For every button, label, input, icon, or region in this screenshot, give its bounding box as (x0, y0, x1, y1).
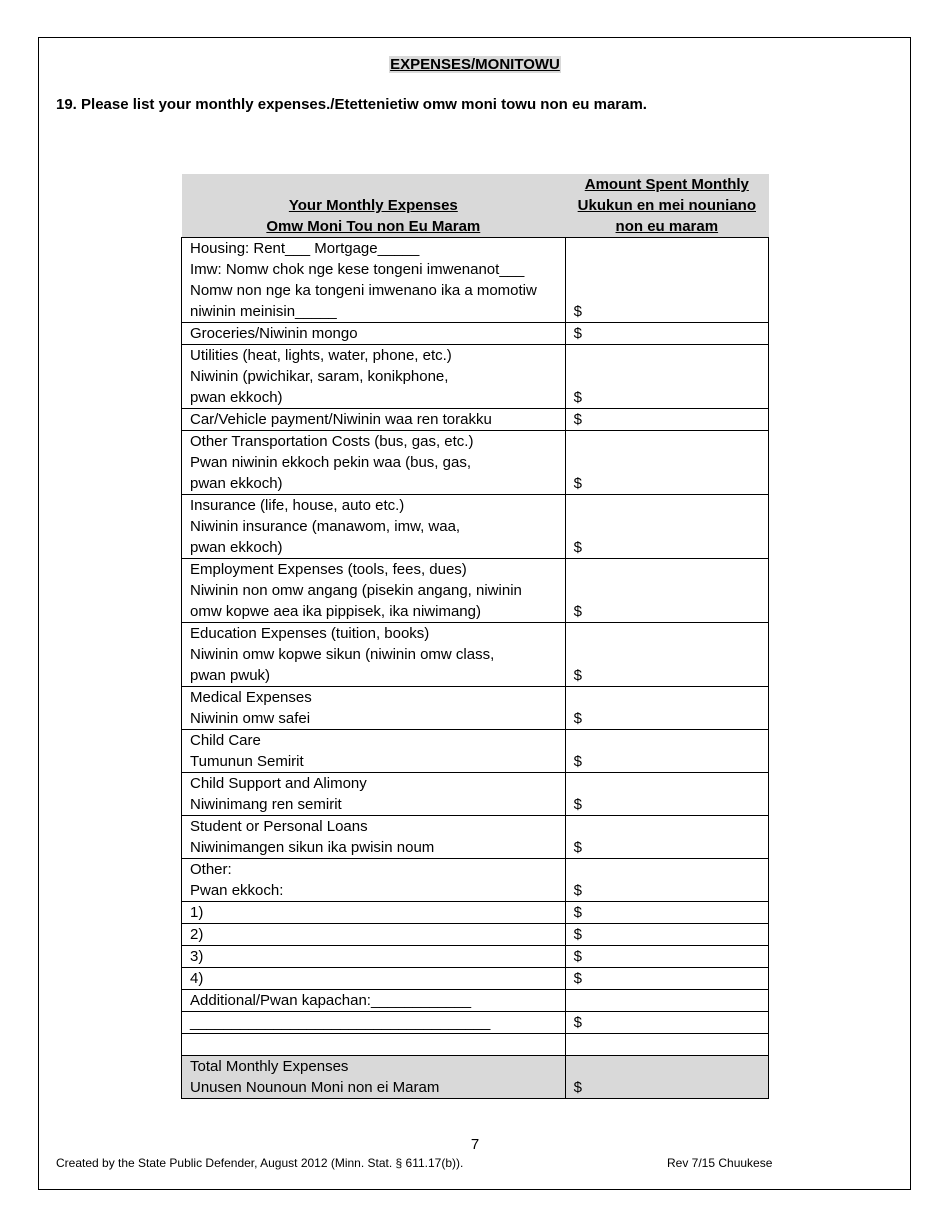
expense-rows (182, 238, 769, 1099)
footer-revision: Rev 7/15 Chuukese (667, 1156, 773, 1170)
amount-cell[interactable] (565, 409, 768, 431)
amount-value: $ (573, 539, 582, 556)
amount-value: $ (573, 325, 582, 342)
amount-value: $ (573, 389, 582, 406)
amount-value: $ (573, 904, 582, 921)
amount-cell[interactable] (565, 902, 768, 924)
expense-line: 1) (190, 904, 204, 921)
expense-line: Child Care (190, 732, 261, 749)
expense-cell (182, 1012, 566, 1034)
amount-cell[interactable] (565, 730, 768, 773)
expenses-table (181, 174, 769, 1099)
expense-line: Medical Expenses (190, 689, 312, 706)
table-row (182, 946, 769, 968)
expense-line: Niwinin insurance (manawom, imw, waa, (190, 518, 461, 535)
expense-cell (182, 773, 566, 816)
section-title-text: EXPENSES/MONITOWU (390, 56, 560, 73)
amount-value: $ (573, 710, 582, 727)
amount-value: $ (573, 475, 582, 492)
table-row (182, 773, 769, 816)
expense-cell (182, 946, 566, 968)
expense-cell (182, 902, 566, 924)
table-row (182, 687, 769, 730)
expense-line: niwinin meinisin_____ (190, 303, 337, 320)
amount-value (574, 990, 760, 1011)
expense-line: 2) (190, 926, 204, 943)
table-row (182, 924, 769, 946)
expense-line: Car/Vehicle payment/Niwinin waa ren torakku (190, 411, 492, 428)
expense-line: Tumunun Semirit (190, 753, 304, 770)
footer-credit: Created by the State Public Defender, August 2012 (Minn. Stat. § 611.17(b)). (56, 1156, 464, 1170)
header-amount-line: non eu maram (615, 218, 719, 235)
expense-line: Niwinin (pwichikar, saram, konikphone, (190, 368, 449, 385)
expense-line: Education Expenses (tuition, books) (190, 625, 430, 642)
expense-cell (182, 1034, 566, 1056)
amount-cell[interactable] (565, 431, 768, 495)
amount-cell[interactable] (565, 924, 768, 946)
expense-line: Groceries/Niwinin mongo (190, 325, 358, 342)
expense-cell (182, 1056, 566, 1099)
header-amount (565, 174, 768, 238)
expense-line: 4) (190, 970, 204, 987)
amount-value: $ (573, 1014, 582, 1031)
table-row (182, 431, 769, 495)
expense-line: Employment Expenses (tools, fees, dues) (190, 561, 467, 578)
expense-line: Additional/Pwan kapachan:____________ (190, 992, 472, 1009)
expense-line: Student or Personal Loans (190, 818, 368, 835)
expense-cell (182, 238, 566, 323)
expense-line: Niwinin omw kopwe sikun (niwinin omw class, (190, 646, 495, 663)
amount-value: $ (573, 303, 582, 320)
amount-value: $ (573, 753, 582, 770)
amount-cell[interactable] (565, 773, 768, 816)
expense-line: Niwinin non omw angang (pisekin angang, niwinin (190, 582, 522, 599)
expense-line (190, 1034, 557, 1055)
table-row (182, 238, 769, 323)
expense-line: Pwan niwinin ekkoch pekin waa (bus, gas, (190, 454, 471, 471)
question-19: 19. Please list your monthly expenses./Etettenietiw omw moni towu non eu maram. (56, 96, 647, 113)
expense-cell (182, 924, 566, 946)
header-amount-line: Amount Spent Monthly (584, 176, 749, 193)
amount-value: $ (573, 882, 582, 899)
expense-line: Pwan ekkoch: (190, 882, 284, 899)
table-row (182, 409, 769, 431)
table-row (182, 902, 769, 924)
header-expense-line: Omw Moni Tou non Eu Maram (266, 218, 481, 235)
table-row (182, 859, 769, 902)
expense-cell (182, 345, 566, 409)
expense-cell (182, 730, 566, 773)
expense-line: Utilities (heat, lights, water, phone, etc.) (190, 347, 452, 364)
amount-value: $ (573, 667, 582, 684)
expense-line: ____________________________________ (190, 1014, 491, 1031)
expense-cell (182, 495, 566, 559)
expense-line: omw kopwe aea ika pippisek, ika niwimang) (190, 603, 481, 620)
expense-cell (182, 687, 566, 730)
expense-line: 3) (190, 948, 204, 965)
table-row (182, 495, 769, 559)
table-row (182, 559, 769, 623)
table-row (182, 730, 769, 773)
expense-line: Other Transportation Costs (bus, gas, etc.) (190, 433, 474, 450)
table-row (182, 623, 769, 687)
amount-cell[interactable] (565, 859, 768, 902)
expense-cell (182, 990, 566, 1012)
header-expense-line: Your Monthly Expenses (288, 197, 458, 214)
table-row (182, 1034, 769, 1056)
expense-line: Housing: Rent___ Mortgage_____ (190, 240, 420, 257)
table-row (182, 345, 769, 409)
amount-value: $ (573, 926, 582, 943)
total-row (182, 1056, 769, 1099)
table-row (182, 323, 769, 345)
amount-value: $ (573, 411, 582, 428)
amount-value (574, 1034, 760, 1055)
table-row (182, 816, 769, 859)
header-amount-line: Ukukun en mei nouniano (577, 197, 756, 214)
amount-cell[interactable] (565, 1056, 768, 1099)
amount-value: $ (573, 603, 582, 620)
amount-cell[interactable] (565, 345, 768, 409)
amount-cell[interactable] (565, 238, 768, 323)
expense-line: pwan ekkoch) (190, 475, 283, 492)
expense-cell (182, 431, 566, 495)
table-row (182, 990, 769, 1012)
amount-cell[interactable] (565, 623, 768, 687)
expense-line: pwan pwuk) (190, 667, 271, 684)
amount-cell[interactable] (565, 946, 768, 968)
amount-cell[interactable] (565, 687, 768, 730)
expense-cell (182, 859, 566, 902)
amount-cell[interactable] (565, 559, 768, 623)
expense-line: Insurance (life, house, auto etc.) (190, 497, 405, 514)
amount-cell[interactable] (565, 1034, 768, 1056)
expense-line: Niwinimang ren semirit (190, 796, 342, 813)
expense-cell (182, 968, 566, 990)
amount-cell[interactable] (565, 990, 768, 1012)
expense-line: Imw: Nomw chok nge kese tongeni imwenanot___ (190, 261, 525, 278)
amount-value: $ (573, 839, 582, 856)
expense-cell (182, 409, 566, 431)
table-row (182, 1012, 769, 1034)
expense-line: Niwinimangen sikun ika pwisin noum (190, 839, 435, 856)
page-number: 7 (470, 1136, 480, 1153)
expense-line: pwan ekkoch) (190, 389, 283, 406)
expense-line: Nomw non nge ka tongeni imwenano ika a momotiw (190, 282, 537, 299)
expense-line: Child Support and Alimony (190, 775, 367, 792)
amount-cell[interactable] (565, 1012, 768, 1034)
amount-value: $ (573, 948, 582, 965)
expense-line: Other: (190, 861, 232, 878)
section-title (0, 56, 950, 73)
expense-line: pwan ekkoch) (190, 539, 283, 556)
amount-value: $ (573, 796, 582, 813)
expense-cell (182, 323, 566, 345)
amount-cell[interactable] (565, 323, 768, 345)
expense-cell (182, 623, 566, 687)
table-row (182, 968, 769, 990)
expense-line: Niwinin omw safei (190, 710, 311, 727)
amount-value: $ (573, 970, 582, 987)
amount-cell[interactable] (565, 816, 768, 859)
table-header-row (182, 174, 769, 238)
expense-cell (182, 816, 566, 859)
header-expense (182, 174, 566, 238)
amount-cell[interactable] (565, 495, 768, 559)
amount-cell[interactable] (565, 968, 768, 990)
expense-line: Unusen Nounoun Moni non ei Maram (190, 1079, 440, 1096)
expense-line: Total Monthly Expenses (190, 1058, 349, 1075)
amount-value: $ (573, 1079, 582, 1096)
expense-cell (182, 559, 566, 623)
